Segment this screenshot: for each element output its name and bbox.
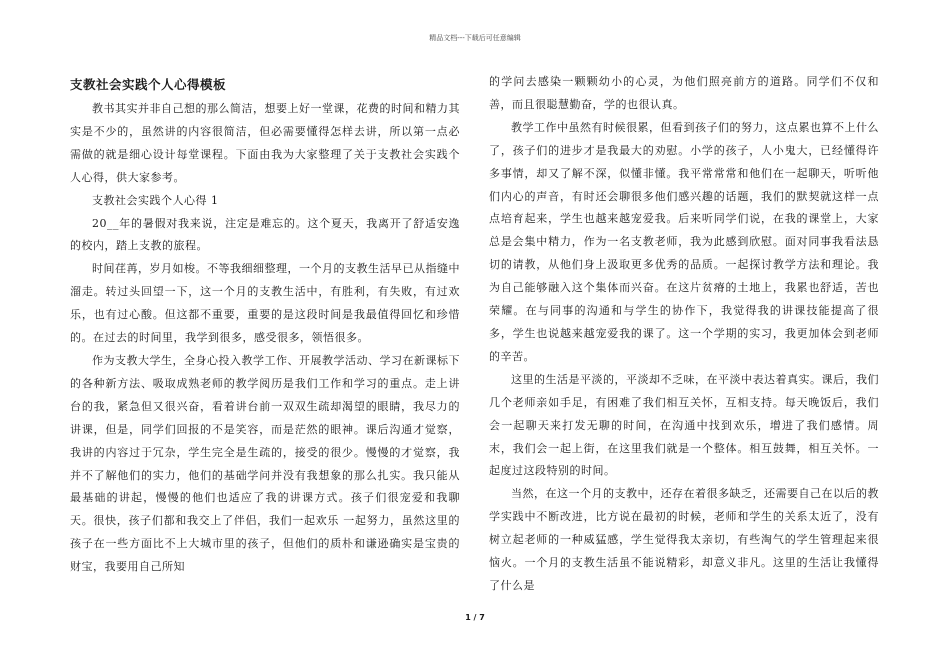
paragraph: 教书其实并非自己想的那么简洁，想要上好一堂课，花费的时间和精力其实是不少的，虽然讲的内容很简洁，但必需要懂得怎样去讲，所以第一点必需做的就是细心设计每堂课程。下面由我为大家整理了关于支教社会实践个人心得，供大家参考。 [70,102,460,184]
paragraph: 的学问去感染一颗颗幼小的心灵，为他们照亮前方的道路。同学们不仅和善，而且很聪慧勤奋，学的也很认真。 [489,75,879,111]
paragraph: 作为支教大学生，全身心投入教学工作、开展教学活动、学习在新课标下的各种新方法、吸取成熟老师的教学阅历是我们工作和学习的重点。走上讲台的我，紧急但又很兴奋，看着讲台前一双双生疏却渴望的眼睛，我尽力的讲课，但是，同学们回报的不是笑容，而是茫然的眼神。课后沟通才觉察，我讲的内容过于冗杂，学生完全是生疏的，接受的很少。慢慢的才觉察，我并不了解他们的实力，他们的基础学问并没有我想象的那么扎实。我只能从最基础的讲起，慢慢的他们也适应了我的讲课方式。孩子们很宠爱和我聊天。很快，孩子们都和我交上了伴侣，我们一起欢乐 一起努力，虽然这里的孩子在一些方面比不上大城市里的孩子，但他们的质朴和谦逊确实是宝贵的财宝，我要用自己所知 [70,353,460,574]
document-title: 支教社会实践个人心得模板 [70,77,227,92]
paragraph: 教学工作中虽然有时候很累，但看到孩子们的努力，这点累也算不上什么了，孩子们的进步才是我最大的劝慰。小学的孩子，人小鬼大，已经懂得许多事情，却又了解不深，似懂非懂。我平常常常和他们在一起聊天，听听他们内心的声音，有时还会聊很多他们感兴趣的话题，我们的默契就这样一点点培育起来，学生也越来越宠爱我。后来听同学们说，在我的课堂上，大家总是会集中精力，作为一名支教老师，我为此感到欣慰。面对同事我看法恳切的请教，从他们身上汲取更多优秀的品质。一起探讨教学方法和理论。我为自己能够融入这个集体而兴奋。在这片贫瘠的土地上，我累也舒适，苦也荣耀。在与同事的沟通和与学生的协作下，我觉得我的讲课技能提高了很多，学生也说越来越宠爱我的课了。这一个学期的实习，我更加体会到老师的辛苦。 [489,120,879,363]
page-number: 1 / 7 [465,613,485,622]
section-heading: 支教社会实践个人心得 1 [92,193,219,207]
paragraph: 当然，在这一个月的支教中，还存在着很多缺乏，还需要自己在以后的教学实践中不断改进，比方说在最初的时候，老师和学生的关系太近了，没有树立起老师的一种威猛感，学生觉得我太亲切，有些淘气的学生管理起来很恼火。一个月的支教生活虽不能说精彩，却意义非凡。这里的生活让我懂得了什么是 [489,487,879,592]
left-column [70,74,460,579]
page-header: 精品文档---下载后可任意编辑 [429,34,521,42]
paragraph: 20__年的暑假对我来说，注定是难忘的。这个夏天，我离开了舒适安逸的校内，踏上支教的旅程。 [70,216,460,253]
paragraph: 这里的生活是平淡的，平淡却不乏味，在平淡中表达着真实。课后，我们几个老师亲如手足，有困难了我们相互关怀，互相支持。每天晚饭后，我们会一起聊天来打发无聊的时间，在沟通中找到欢乐，增进了我们感情。周末，我们会一起上街，在这里我们就是一个整体。相互鼓舞，相互关怀。一起度过这段特别的时间。 [489,372,879,478]
paragraph: 时间荏苒，岁月如梭。不等我细细整理，一个月的支教生活早已从指缝中溜走。转过头回望一下，这一个月的支教生活中，有胜利，有失败，有过欢乐，也有过心酸。但这都不重要，重要的是这段时间是我最值得回忆和珍惜的。在过去的时间里，我学到很多，感受很多，领悟很多。 [70,262,460,345]
right-column [489,71,879,598]
